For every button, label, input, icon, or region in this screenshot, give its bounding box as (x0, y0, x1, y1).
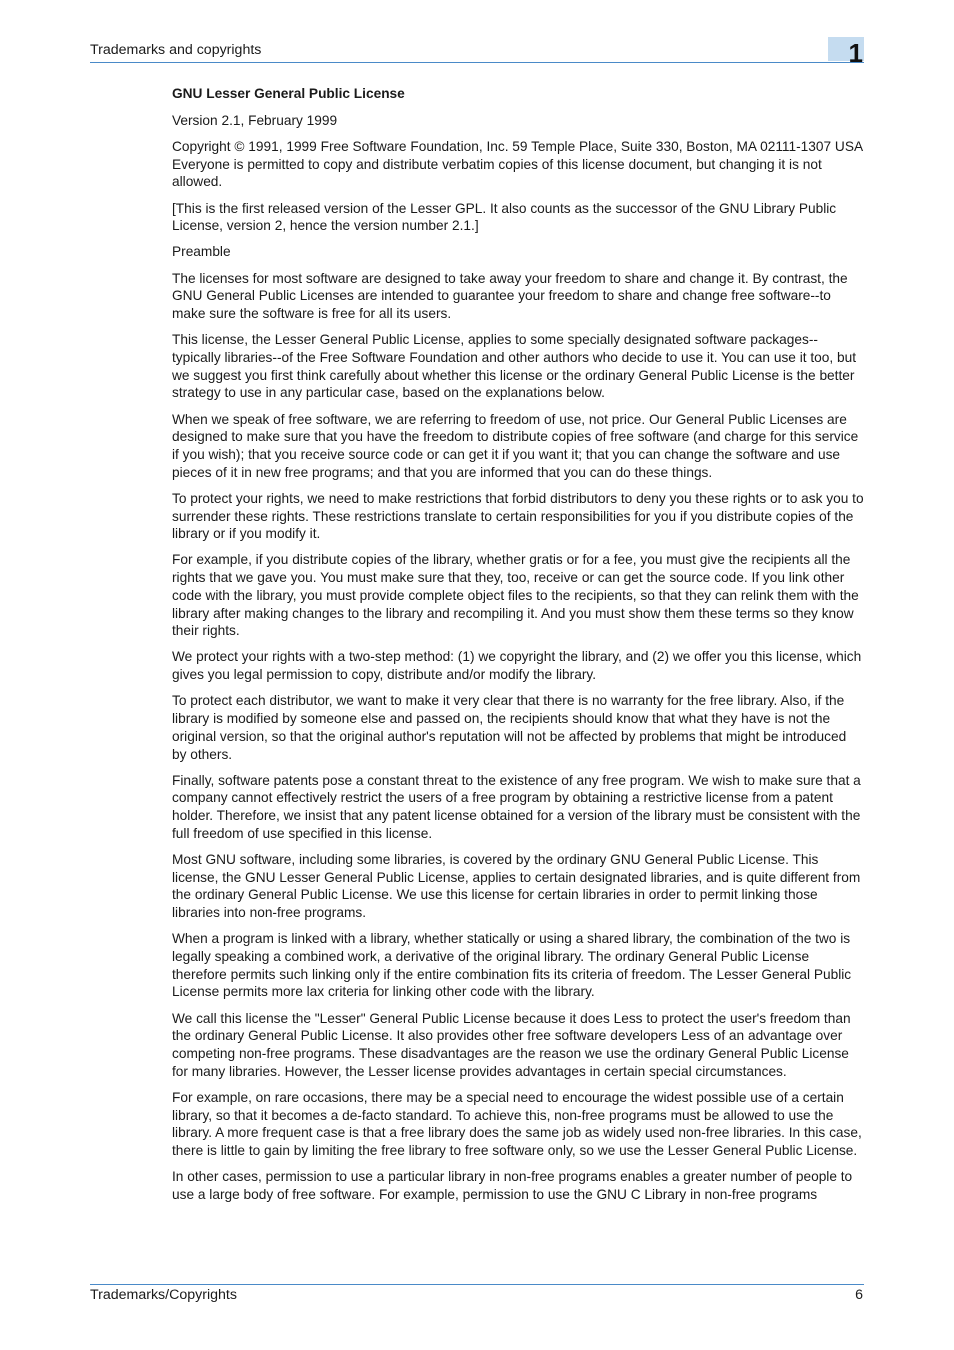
footer-title: Trademarks/Copyrights (90, 1287, 237, 1303)
paragraph: The licenses for most software are designed to take away your freedom to share and change it. By contrast, the GNU General Public Licenses are intended to guarantee your freedom to share and change free software--to make sure the software is free for all its users. (172, 270, 848, 322)
paragraph: We protect your rights with a two-step method: (1) we copyright the library, and (2) we offer you this license, which gives you legal permission to copy, distribute and/or modify the library. (172, 649, 862, 683)
paragraph: When a program is linked with a library, whether statically or using a shared library, the combination of the two is legally speaking a combined work, a derivative of the original library. The ordinary General Public License therefore permits such linking only if the entire combination fits its criteria of freedom. The Lesser General Public License permits more lax criteria for linking other code with the library. (172, 931, 852, 1000)
paragraph: This license, the Lesser General Public License, applies to some specially designated software packages--typically libraries--of the Free Software Foundation and other authors who decide to use it. You can use it too, but we suggest you first think carefully about whether this license or the ordinary General Public License is the better strategy to use in any particular case, based on the explanations below. (172, 332, 857, 401)
chapter-number: 1 (848, 38, 863, 68)
paragraph-preamble: Preamble (172, 244, 231, 260)
paragraph: To protect each distributor, we want to make it very clear that there is no warranty for the free library. Also, if the library is modified by someone else and passed on, the recipients should know that what they have is not the original version, so that the original author's reputation will not be affected by problems that might be introduced by others. (172, 693, 847, 762)
header-rule (90, 62, 864, 63)
paragraph: For example, if you distribute copies of the library, whether gratis or for a fee, you must give the recipients all the rights that we gave you. You must make sure that they, too, receive or can get the source code. If you link other code with the library, you must provide complete object files to the recipients, so that they can relink them with the library after making changes to the library and recompiling it. And you must show them these terms so they know their rights. (172, 552, 859, 639)
footer-rule (90, 1284, 864, 1285)
paragraph: Finally, software patents pose a constant threat to the existence of any free program. We wish to make sure that a company cannot effectively restrict the users of a free program by obtaining a restrictive license from a patent holder. Therefore, we insist that any patent license obtained for a version of the library must be consistent with the full freedom of use specified in this license. (172, 772, 861, 841)
section-heading: GNU Lesser General Public License (172, 86, 405, 101)
license-body (172, 85, 864, 1212)
chapter-badge (828, 37, 864, 68)
paragraph: For example, on rare occasions, there may be a special need to encourage the widest possible use of a certain library, so that it becomes a de-facto standard. To achieve this, non-free programs must be allowed to use the library. A more frequent case is that a free library does the same job as widely used non-free libraries. In this case, there is little to gain by limiting the free library to free software only, so we use the Lesser General Public License. (172, 1089, 862, 1159)
paragraph: In other cases, permission to use a particular library in non-free programs enables a greater number of people to use a large body of free software. For example, permission to use the GNU C Library in non-free programs (172, 1169, 853, 1202)
paragraph: We call this license the "Lesser" General Public License because it does Less to protect the user's freedom than the ordinary General Public License. It also provides other free software developers Less of an advantage over competing non-free programs. These disadvantages are the reason we use the ordinary General Public License for many libraries. However, the Lesser license provides advantages in certain special circumstances. (172, 1010, 851, 1079)
paragraph: To protect your rights, we need to make restrictions that forbid distributors to deny you these rights or to ask you to surrender these rights. These restrictions translate to certain responsibilities for you if you distribute copies of the library or if you modify it. (172, 490, 864, 542)
paragraph: When we speak of free software, we are referring to freedom of use, not price. Our General Public Licenses are designed to make sure that you have the freedom to distribute copies of free software (and charge for this service if you wish); that you receive source code or can get it if you want it; that you can change the software and use pieces of it in new free programs; and that you are informed that you can do these things. (172, 411, 859, 480)
header-title: Trademarks and copyrights (90, 42, 262, 58)
paragraph-copyright: Copyright © 1991, 1999 Free Software Foundation, Inc. 59 Temple Place, Suite 330, Boston, MA 02111-1307 USA Everyone is permitted to copy and distribute verbatim copies of this license document, but changing it is not allowed. (172, 138, 863, 190)
page-number: 6 (855, 1287, 863, 1303)
paragraph-note: [This is the first released version of the Lesser GPL. It also counts as the successor of the GNU Library Public License, version 2, hence the version number 2.1.] (172, 200, 837, 234)
paragraph-version: Version 2.1, February 1999 (172, 112, 338, 128)
paragraph: Most GNU software, including some libraries, is covered by the ordinary GNU General Public License. This license, the GNU Lesser General Public License, applies to certain designated libraries, and is quite different from the ordinary General Public License. We use this license for certain libraries in order to permit linking those libraries into non-free programs. (172, 852, 861, 921)
